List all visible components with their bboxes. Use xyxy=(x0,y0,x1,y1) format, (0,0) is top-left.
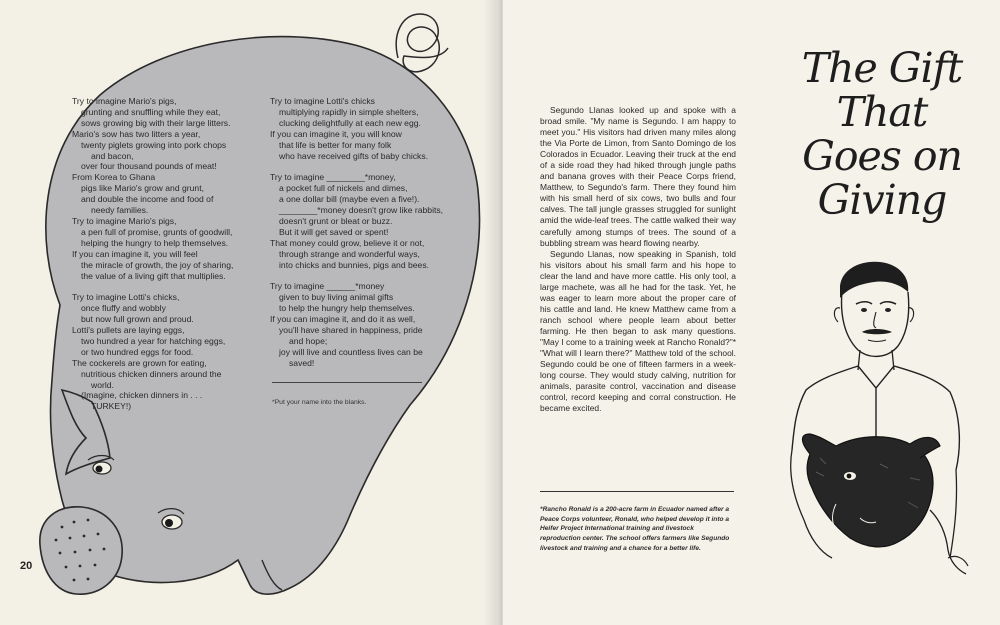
poem-line: twenty piglets growing into pork chops xyxy=(81,139,227,150)
poem-line: to help the hungry help themselves. xyxy=(279,303,415,314)
poem-line: joy will live and countless lives can be xyxy=(279,346,423,357)
poem-line: the value of a living gift that multiplies. xyxy=(81,270,226,281)
poem-line: doesn't grunt or bleat or buzz. xyxy=(279,215,393,226)
poem-line: If you can imagine it, and do it as well, xyxy=(270,314,416,325)
poem-line: Try to imagine ________*money, xyxy=(270,172,396,183)
poem-line: helping the hungry to help themselves. xyxy=(81,237,229,248)
poem-line: From Korea to Ghana xyxy=(72,172,156,183)
poem-line: that life is better for many folk xyxy=(279,139,392,150)
poem-line: Mario's sow has two litters a year, xyxy=(72,128,201,139)
left-page xyxy=(0,0,497,625)
poem-line: nutritious chicken dinners around the xyxy=(81,368,222,379)
poem-line: Try to imagine Lotti's chicks, xyxy=(72,292,180,303)
article-body xyxy=(540,105,736,414)
title-line: The Gift xyxy=(801,44,963,92)
poem-line: once fluffy and wobbly xyxy=(81,303,166,314)
poem-line: and double the income and food of xyxy=(81,194,214,205)
poem-line: world. xyxy=(91,379,114,390)
title-line: That xyxy=(836,88,928,136)
poem-line: grunting and snuffling while they eat, xyxy=(81,106,221,117)
poem-line: needy families. xyxy=(91,205,149,216)
poem-line: over four thousand pounds of meat! xyxy=(81,161,217,172)
poem-line: Try to imagine Mario's pigs, xyxy=(72,96,177,106)
poem-line: Try to imagine Lotti's chicks xyxy=(270,96,375,106)
title-line: Goes on xyxy=(802,132,962,180)
poem-line: Try to imagine Mario's pigs, xyxy=(72,215,177,226)
article-footnote: *Rancho Ronald is a 200-acre farm in Ecuador named after a Peace Corps volunteer, Ronald, who helped develop it into a Heifer Project International training and livestock reproduction center. The school offers farmers like Segundo livestock and training and a chance for a better life. xyxy=(540,506,730,552)
poem-line: two hundred a year for hatching eggs, xyxy=(81,335,226,346)
poem-line: But it will get saved or spent! xyxy=(279,226,389,237)
poem-line: (Imagine, chicken dinners in . . . xyxy=(81,390,203,401)
man-hair xyxy=(840,262,908,298)
poem-column-right xyxy=(270,96,460,369)
man-mustache xyxy=(862,329,892,334)
poem-line: clucking delightfully at each new egg. xyxy=(279,117,421,128)
article-footnote-rule xyxy=(540,491,734,492)
pig-snout xyxy=(40,507,122,594)
poem-line: sows growing big with their large litters. xyxy=(81,117,231,128)
article-title xyxy=(792,46,972,222)
poem-line: multiplying rapidly in simple shelters, xyxy=(279,106,419,117)
poem-line xyxy=(270,271,460,282)
poem-line: Try to imagine ______*money xyxy=(270,281,385,292)
poem-line: The cockerels are grown for eating, xyxy=(72,357,207,368)
poem-footnote: *Put your name into the blanks. xyxy=(272,399,367,406)
poem-line: who have received gifts of baby chicks. xyxy=(279,150,429,161)
poem-line: pigs like Mario's grow and grunt, xyxy=(81,183,204,194)
poem-column-left xyxy=(72,96,272,412)
man-with-calf-illustration xyxy=(780,258,980,588)
poem-line: or two hundred eggs for food. xyxy=(81,346,194,357)
poem-line: into chicks and bunnies, pigs and bees. xyxy=(279,259,430,270)
poem-line: given to buy living animal gifts xyxy=(279,292,394,303)
calf-head xyxy=(803,434,934,547)
poem-line: That money could grow, believe it or not, xyxy=(270,237,425,248)
poem-line: ________*money doesn't grow like rabbits, xyxy=(279,205,444,216)
poem-line: a pocket full of nickels and dimes, xyxy=(279,183,408,194)
poem-line: Lotti's pullets are laying eggs, xyxy=(72,325,185,336)
poem-footnote-rule xyxy=(272,382,422,383)
poem-line: the miracle of growth, the joy of sharing, xyxy=(81,259,234,270)
pig-tail xyxy=(396,14,448,72)
article-paragraph: Segundo Llanas looked up and spoke with a broad smile. "My name is Segundo. I am happy to meet you." His visitors had driven many miles along the Via Porte de Limon, from Santo Domingo de los Colorados in Ecuador. Leaving their truck at the end of a side road they had hiked through jungle paths and banana groves with their Peace Corps friend, Matthew, to Segundo's farm. There they found him with his small herd of six cows, two bulls and four calves. The tall jungle grasses struggled for sunlight amid the wide-leaf trees. The cattle walked their way carefully among stumps of trees. The sound of a bubbling stream was heard flowing nearby. xyxy=(540,105,736,248)
page-number: 20 xyxy=(20,560,33,572)
poem-line: and hope; xyxy=(289,335,328,346)
poem-line: and bacon, xyxy=(91,150,134,161)
title-line: Giving xyxy=(817,176,947,224)
poem-line: If you can imagine it, you will know xyxy=(270,128,402,139)
poem-line: saved! xyxy=(289,357,315,368)
poem-line: If you can imagine it, you will feel xyxy=(72,248,198,259)
poem-line: through strange and wonderful ways, xyxy=(279,248,420,259)
poem-line xyxy=(270,161,460,172)
poem-line: a pen full of promise, grunts of goodwill, xyxy=(81,226,233,237)
poem-line: but now full grown and proud. xyxy=(81,314,194,325)
poem-line xyxy=(72,281,272,292)
man-face xyxy=(842,292,909,356)
poem-line: TURKEY!) xyxy=(91,401,132,412)
poem-line: a one dollar bill (maybe even a five!). xyxy=(279,194,420,205)
poem-line: you'll have shared in happiness, pride xyxy=(279,325,423,336)
article-paragraph: Segundo Llanas, now speaking in Spanish, told his visitors about his small farm and his hope to clear the land and have more cattle. His only tool, a large machete, was all he had for the task. Yet, he was eager to learn more about the proper care of his cattle and land. He knew Matthew came from a ranch school where people learn about better farming. He then began to ask many questions. "May I come to a training week at Rancho Ronald?"* "What will I learn there?" Matthew told of the school. Segundo could be one of fifteen farmers in a week-long course. They would study calving, nutrition for animals, parasite control, vaccination and disease control, record keeping and corral construction. He became excited. xyxy=(540,248,736,414)
